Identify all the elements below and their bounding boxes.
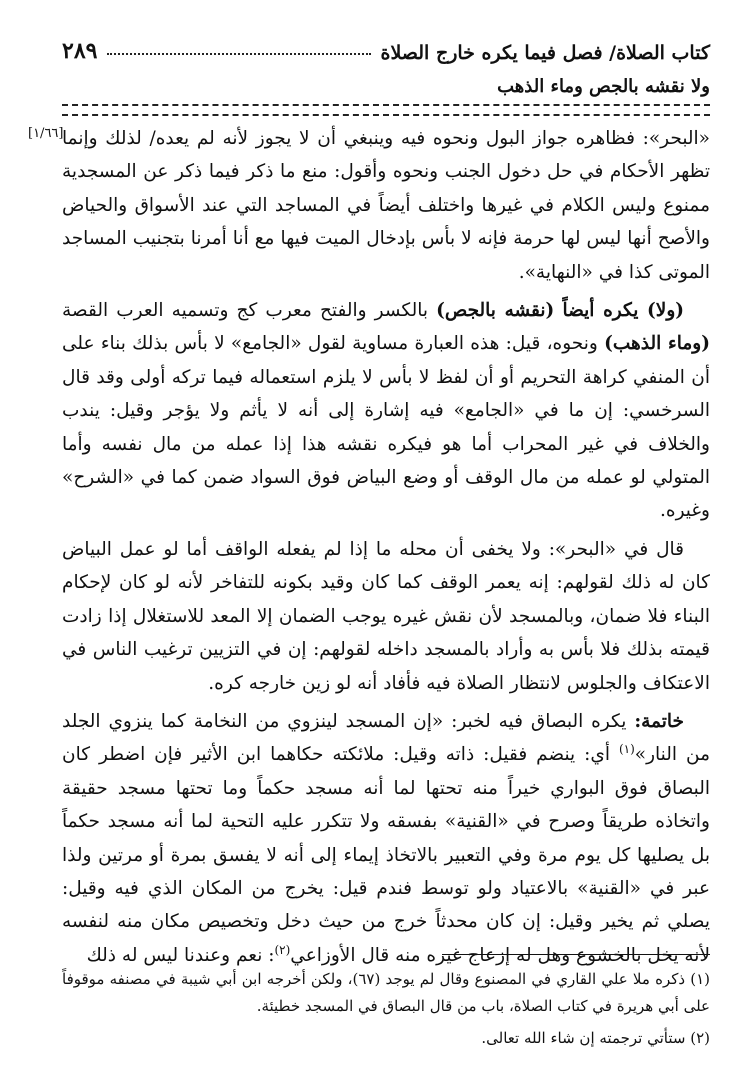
commentary-text: يكره البصاق فيه لخبر: «إن المسجد لينزوي من النخامة كما ينزوي الجلد من النار» bbox=[62, 710, 710, 766]
footnotes bbox=[62, 966, 710, 1052]
footnote-marker: (١) bbox=[618, 742, 635, 757]
footnote-marker: (٢) bbox=[274, 942, 291, 957]
matn-text: (ولا) يكره أيضاً bbox=[562, 300, 685, 322]
paragraph bbox=[62, 705, 710, 972]
margin-reference: [١/٦٦] bbox=[28, 126, 64, 141]
footnote-separator bbox=[442, 954, 710, 955]
main-text bbox=[62, 122, 710, 972]
dashed-divider bbox=[62, 114, 710, 116]
commentary-text: أي: ينضم فقيل: ذاته وقيل: ملائكته حكاهما ابن الأثير فإن اضطر كان البصاق فوق البواري خيراً منه تحتها لما أنه مسجد حكماً وما تحتها مسجد حقيقة واتخاذه طريقاً وصرح في «القنية» بفسقه ولا تتكرر عليه التحية لما أنه مسجد حكماً بل يصليها كل يوم مرة وفي التعبير بالاتخاذ إيماء إلى أنه لا يفسق بمرة أو مرتين ولذا عبر في «القنية» بالاعتياد ولو توسط فندم قيل: يخرج من المكان الذي فيه وقيل: يصلي ثم يخير وقيل: إن كان محدثاً خرج من حيث دخل وتخصيص مكان منه لنفسه لأنه يخل بالخشوع وهل له إزعاج غيره منه قال الأوزاعي bbox=[62, 744, 710, 966]
commentary-text: بالكسر والفتح معرب كج وتسميه العرب القصة bbox=[62, 300, 429, 322]
matn-text: (نقشه بالجص) bbox=[436, 300, 555, 322]
conclusion-label: خاتمة: bbox=[634, 710, 684, 732]
commentary-text: : نعم وعندنا ليس له ذلك bbox=[86, 944, 275, 966]
page-header bbox=[62, 30, 710, 64]
running-title: كتاب الصلاة/ فصل فيما يكره خارج الصلاة bbox=[380, 42, 710, 64]
paragraph: «البحر»: فظاهره جواز البول ونحوه فيه وينبغي أن لا يجوز لأنه لم يعده/ لذلك وإنما تظهر الأحكام في حل دخول الجنب ونحوه وأقول: منع ما ذكر فيما ذكر عن المسجدية ممنوع وليس الكلام في غيرها واختلف أيضاً في المساجد التي عند الأسواق والحياض والأصح أنها ليس لها حرمة فإنه لا بأس بإدخال الميت فيها مع أنا أمرنا بتجنيب المساجد الموتى كذا في «النهاية». bbox=[62, 128, 710, 283]
matn-text: (وماء الذهب) bbox=[604, 333, 710, 355]
page-number: ٢٨٩ bbox=[62, 38, 98, 64]
dashed-divider bbox=[62, 104, 710, 106]
section-heading: ولا نقشه بالجص وماء الذهب bbox=[497, 76, 710, 97]
footnote: (٢) ستأتي ترجمته إن شاء الله تعالى. bbox=[481, 1029, 710, 1047]
paragraph: قال في «البحر»: ولا يخفى أن محله ما إذا لم يفعله الواقف أما لو عمل البياض كان له ذلك لقولهم: إنه يعمر الوقف كما كان وقيد بكونه للتفاخر لأنه لو كان لإحكام البناء فلا ضمان، وبالمسجد لأن نقش غيره يوجب الضمان إلا المعد للاستغلال إذا زادت قيمته بذلك فلا بأس به وأراد بالمسجد داخله لقولهم: إن في التزيين ترغيب الناس في الاعتكاف والجلوس لانتظار الصلاة فيه فأفاد أنه لو زين خارجه كره. bbox=[62, 538, 710, 694]
footnote: (١) ذكره ملا علي القاري في المصنوع وقال لم يوجد (٦٧)، ولكن أخرجه ابن أبي شيبة في مصنفه موقوفاً على أبي هريرة في كتاب الصلاة، باب من قال البصاق في المسجد خطيئة. bbox=[62, 970, 711, 1015]
dotted-leader bbox=[107, 53, 370, 55]
paragraph bbox=[62, 294, 710, 528]
commentary-text: ونحوه، قيل: هذه العبارة مساوية لقول «الجامع» لا بأس بذلك بناء على أن المنفي كراهة التحريم أو أن لفظ لا بأس لا يلزم استعماله فيما تركه أولى وقد قال السرخسي: إن ما في «الجامع» فيه إشارة إلى أنه لا يأثم ولا يؤجر وقيل: يندب والخلاف في غير المحراب أما هو فيكره نقشه هذا إذا عمله من مال نفسه وأما المتولي لو عمله من مال الوقف أو وضع البياض فوق السواد ضمن كما في «الشرح» وغيره. bbox=[62, 333, 710, 522]
